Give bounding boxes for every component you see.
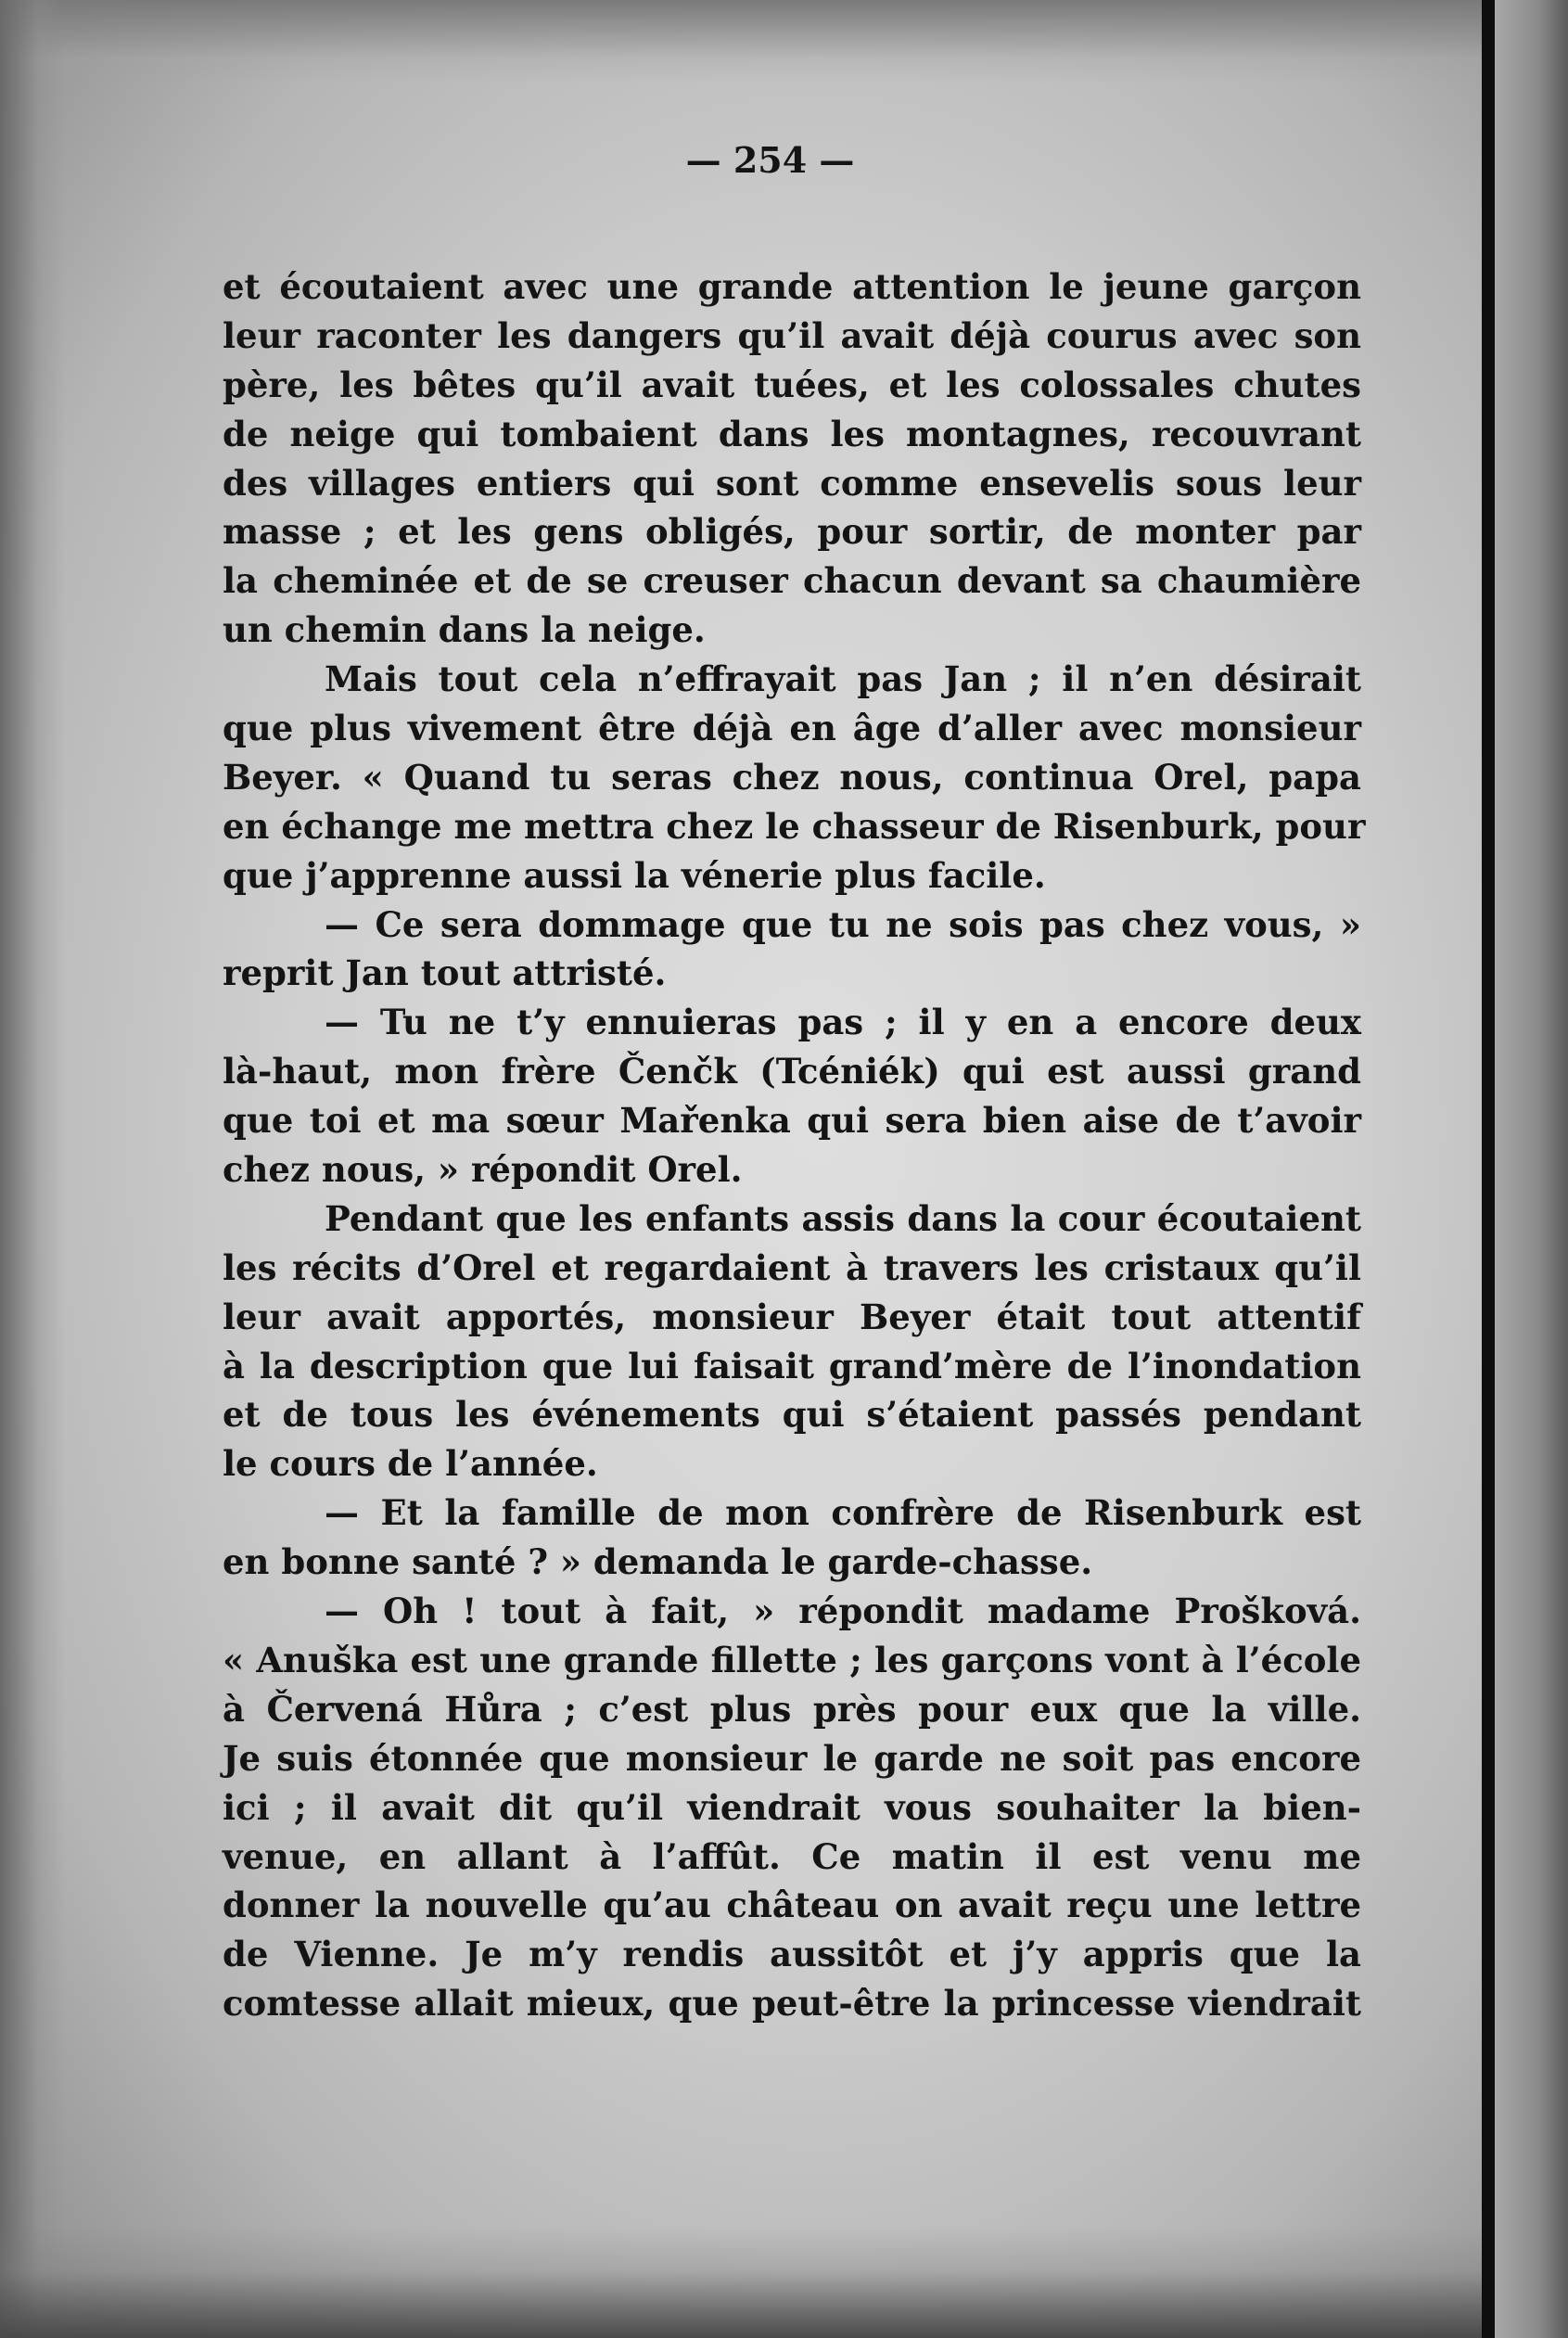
text-line: — Oh ! tout à fait, » répondit madame Prošková. — [325, 1591, 1361, 1632]
page-number: — 254 — — [685, 139, 855, 181]
text-line: que j’apprenne aussi la vénerie plus facile. — [223, 854, 1046, 896]
text-line: venue, en allant à l’affût. Ce matin il est venu me — [223, 1835, 1361, 1877]
text-line: que plus vivement être déjà en âge d’aller avec monsieur — [223, 708, 1361, 749]
text-line: reprit Jan tout attristé. — [223, 952, 667, 994]
text-line: — Et la famille de mon confrère de Risenburk est — [325, 1492, 1361, 1534]
text-line: père, les bêtes qu’il avait tuées, et les colossales chutes — [223, 364, 1361, 405]
text-line: — Tu ne t’y ennuieras pas ; il y en a encore deux — [325, 1002, 1361, 1043]
text-line: Beyer. « Quand tu seras chez nous, continua Orel, papa — [223, 756, 1361, 798]
text-line: à la description que lui faisait grand’mère de l’inondation — [223, 1345, 1361, 1386]
text-line: comtesse allait mieux, que peut-être la princesse viendrait — [223, 1983, 1361, 2025]
text-line: de Vienne. Je m’y rendis aussitôt et j’y appris que la — [223, 1934, 1361, 1975]
text-line: — Ce sera dommage que tu ne sois pas chez vous, » — [325, 903, 1361, 945]
text-line: de neige qui tombaient dans les montagnes, recouvrant — [223, 413, 1361, 454]
text-line: Mais tout cela n’effrayait pas Jan ; il n’en désirait — [325, 658, 1361, 700]
text-line: et de tous les événements qui s’étaient passés pendant — [223, 1394, 1361, 1436]
text-line: Je suis étonnée que monsieur le garde ne soit pas encore — [223, 1737, 1361, 1779]
text-line: Pendant que les enfants assis dans la cour écoutaient — [325, 1197, 1361, 1239]
body-text — [223, 262, 1366, 2028]
text-line: la cheminée et de se creuser chacun devant sa chaumière — [223, 560, 1361, 602]
text-line: masse ; et les gens obligés, pour sortir, de monter par — [223, 511, 1361, 553]
text-line: un chemin dans la neige. — [223, 609, 706, 651]
top-scan-shadow — [0, 0, 1568, 83]
text-line: des villages entiers qui sont comme ensevelis sous leur — [223, 462, 1361, 504]
text-line: en échange me mettra chez le chasseur de Risenburk, pour — [223, 805, 1366, 847]
book-gutter-edge — [1482, 0, 1495, 2338]
adjacent-page-edge — [1495, 0, 1568, 2338]
text-line: là-haut, mon frère Čenčk (Tcéniék) qui est aussi grand — [223, 1051, 1361, 1092]
text-line: que toi et ma sœur Mařenka qui sera bien aise de t’avoir — [223, 1100, 1361, 1142]
text-line: chez nous, » répondit Orel. — [223, 1149, 743, 1191]
text-line: le cours de l’année. — [223, 1443, 598, 1485]
text-line: ici ; il avait dit qu’il viendrait vous souhaiter la bien- — [223, 1786, 1361, 1828]
text-line: en bonne santé ? » demanda le garde-chasse. — [223, 1541, 1093, 1583]
text-line: leur raconter les dangers qu’il avait déjà courus avec son — [223, 314, 1361, 356]
bottom-scan-shadow — [0, 2227, 1568, 2338]
text-line: donner la nouvelle qu’au château on avait reçu une lettre — [223, 1884, 1361, 1926]
text-line: leur avait apportés, monsieur Beyer était tout attentif — [223, 1296, 1361, 1337]
left-scan-shadow — [0, 0, 65, 2338]
text-line: les récits d’Orel et regardaient à travers les cristaux qu’il — [223, 1246, 1361, 1288]
text-line: à Červená Hůra ; c’est plus près pour eux que la ville. — [223, 1688, 1361, 1730]
text-line: et écoutaient avec une grande attention le jeune garçon — [223, 266, 1361, 307]
text-line: « Anuška est une grande fillette ; les garçons vont à l’école — [223, 1639, 1361, 1680]
